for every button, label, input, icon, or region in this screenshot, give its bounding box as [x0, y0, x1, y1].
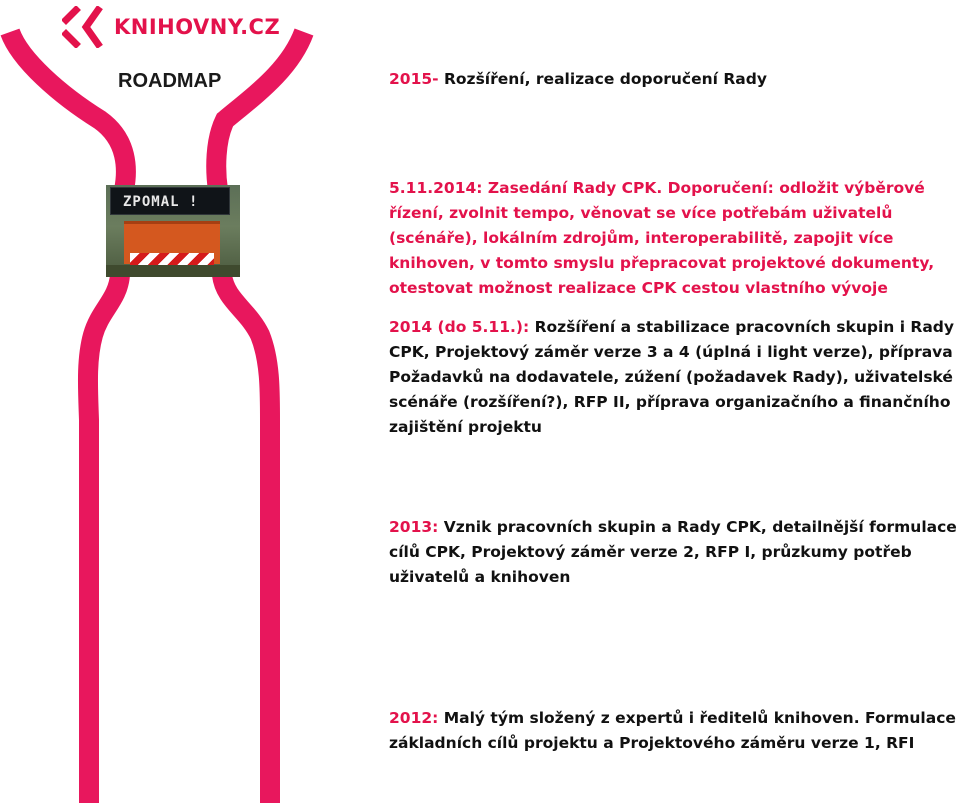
road-right-edge: [216, 32, 304, 803]
logo-mark-icon: [62, 6, 106, 48]
timeline-label: 2012:: [389, 709, 439, 727]
logo-text: KNIHOVNY.CZ: [114, 15, 281, 39]
sign-text: ZPOMAL !: [123, 194, 199, 210]
timeline-entry-2013: [389, 515, 959, 590]
warning-stripes: [130, 253, 214, 265]
timeline-label: 2013:: [389, 518, 439, 536]
sign-ground: [106, 265, 240, 277]
page-title: ROADMAP: [118, 70, 222, 92]
timeline-label: 2014 (do 5.11.):: [389, 318, 530, 336]
timeline-text: Malý tým složený z expertů i ředitelů knihoven. Formulace základních cílů projektu a Projektového záměru verze 1, RFI: [389, 709, 956, 752]
road-left-edge: [10, 32, 126, 803]
timeline-entry-2014-council: [389, 176, 959, 301]
knihovny-logo[interactable]: [62, 6, 281, 48]
timeline-label: 2015-: [389, 70, 439, 88]
timeline-entry-2014: [389, 315, 959, 440]
timeline-text: Zasedání Rady CPK. Doporučení: odložit výběrové řízení, zvolnit tempo, věnovat se více potřebám uživatelů (scénáře), lokálním zdrojům, interoperabilitě, zapojit více knihoven, v tomto smyslu přepracovat projektové dokumenty, otestovat možnost realizace CPK cestou vlastního vývoje: [389, 179, 935, 297]
sign-board: [110, 187, 230, 215]
timeline-text: Rozšíření, realizace doporučení Rady: [438, 70, 767, 88]
timeline-text: Vznik pracovních skupin a Rady CPK, detailnější formulace cílů CPK, Projektový záměr verze 2, RFP I, průzkumy potřeb uživatelů a knihoven: [389, 518, 957, 586]
timeline-label: 5.11.2014:: [389, 179, 483, 197]
slow-down-sign-photo: [106, 185, 240, 277]
timeline-entry-2015: [389, 67, 959, 92]
timeline-text: Rozšíření a stabilizace pracovních skupin i Rady CPK, Projektový záměr verze 3 a 4 (úplná i light verze), příprava Požadavků na dodavatele, zúžení (požadavek Rady), uživatelské scénáře (rozšíření?), RFP II, příprava organizačního a finančního zajištění projektu: [389, 318, 955, 436]
timeline-entry-2012: [389, 706, 959, 756]
